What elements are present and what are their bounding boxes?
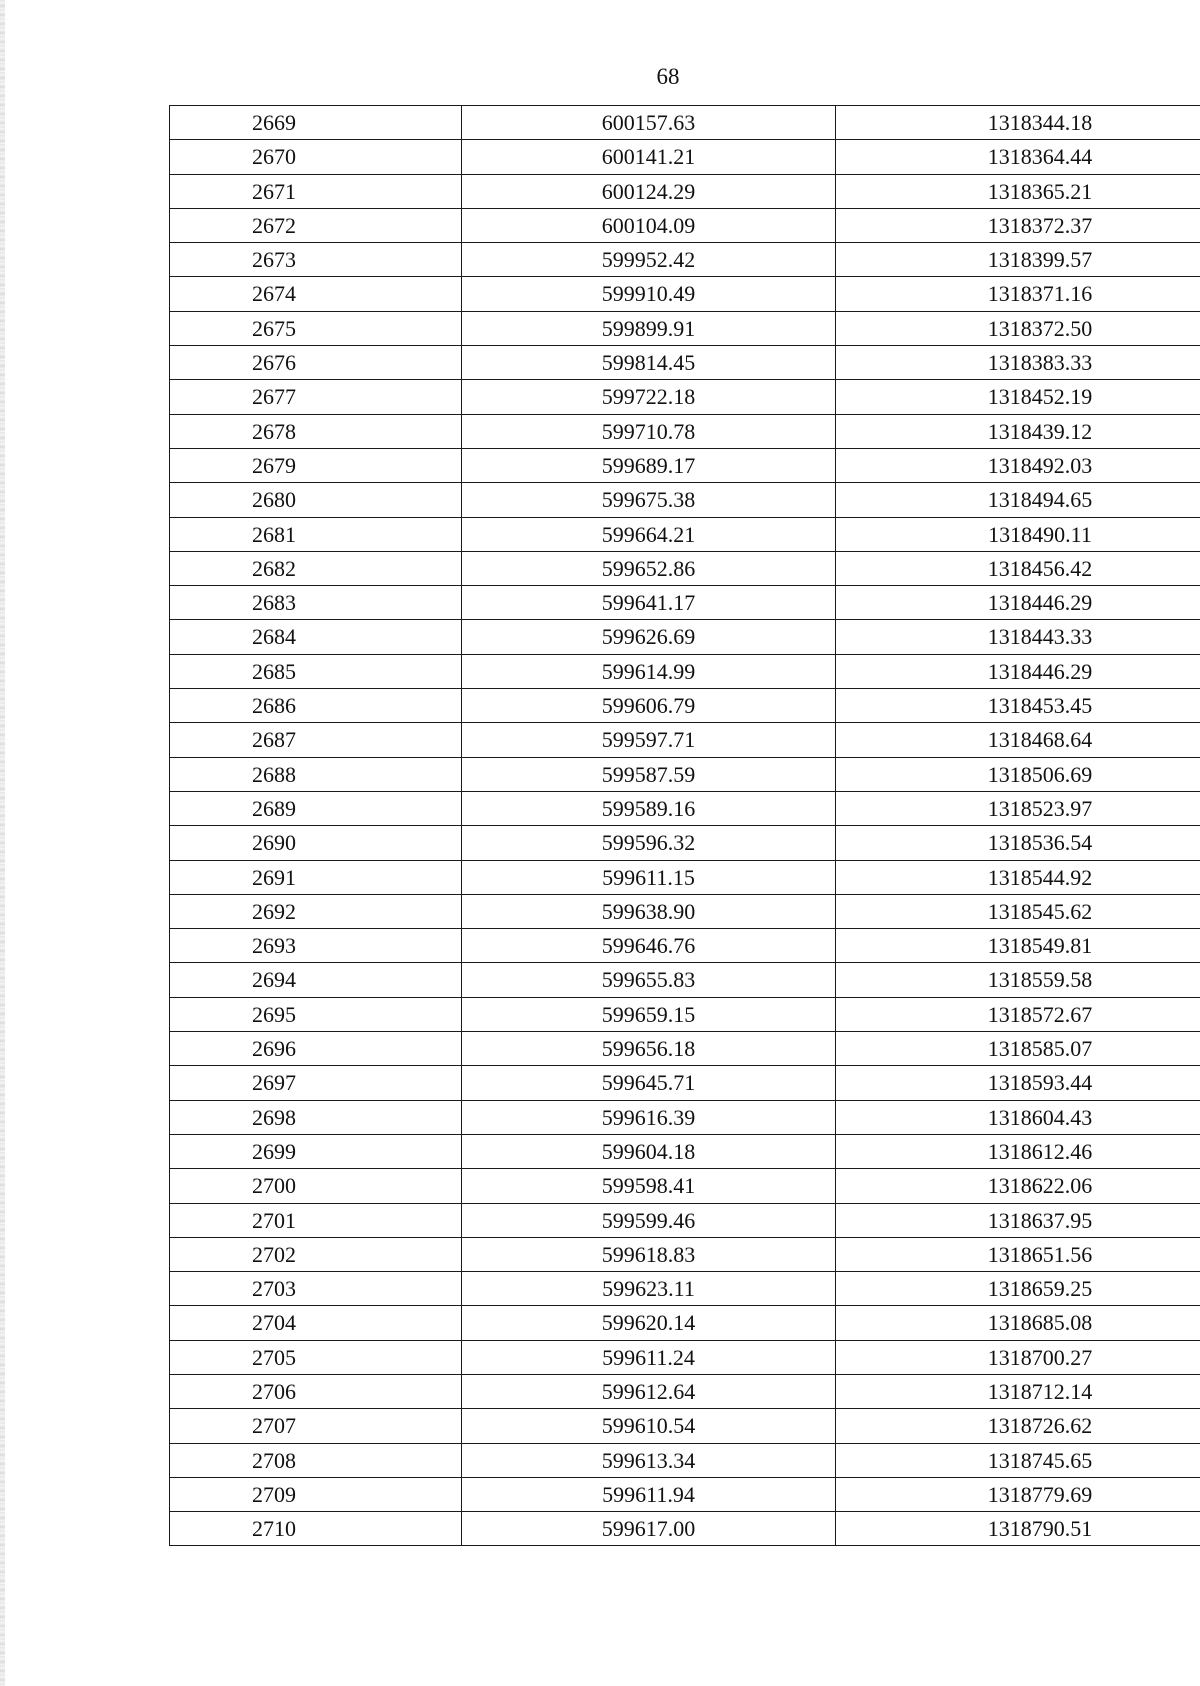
y-coordinate-cell: 1318383.33 — [836, 346, 1200, 380]
table-row — [170, 1409, 1200, 1443]
table-row — [170, 791, 1200, 825]
point-number-cell: 2679 — [170, 448, 462, 482]
point-number-cell: 2701 — [170, 1203, 462, 1237]
y-coordinate-cell: 1318544.92 — [836, 860, 1200, 894]
table-row — [170, 1477, 1200, 1511]
y-coordinate-cell: 1318372.50 — [836, 311, 1200, 345]
y-coordinate-cell: 1318439.12 — [836, 414, 1200, 448]
point-number-cell: 2705 — [170, 1340, 462, 1374]
table-row — [170, 997, 1200, 1031]
x-coordinate-cell: 599618.83 — [462, 1237, 836, 1271]
point-number-cell: 2706 — [170, 1374, 462, 1408]
x-coordinate-cell: 599722.18 — [462, 380, 836, 414]
point-number-cell: 2674 — [170, 277, 462, 311]
y-coordinate-cell: 1318372.37 — [836, 208, 1200, 242]
table-row — [170, 174, 1200, 208]
x-coordinate-cell: 599623.11 — [462, 1272, 836, 1306]
y-coordinate-cell: 1318443.33 — [836, 620, 1200, 654]
coordinate-table-body — [170, 106, 1200, 1546]
table-row — [170, 1237, 1200, 1271]
y-coordinate-cell: 1318494.65 — [836, 483, 1200, 517]
table-row — [170, 277, 1200, 311]
y-coordinate-cell: 1318700.27 — [836, 1340, 1200, 1374]
point-number-cell: 2694 — [170, 963, 462, 997]
x-coordinate-cell: 599655.83 — [462, 963, 836, 997]
x-coordinate-cell: 599689.17 — [462, 448, 836, 482]
point-number-cell: 2669 — [170, 106, 462, 140]
point-number-cell: 2684 — [170, 620, 462, 654]
point-number-cell: 2695 — [170, 997, 462, 1031]
y-coordinate-cell: 1318468.64 — [836, 723, 1200, 757]
point-number-cell: 2682 — [170, 551, 462, 585]
table-row — [170, 723, 1200, 757]
coordinate-table — [169, 105, 1200, 1546]
table-row — [170, 1443, 1200, 1477]
y-coordinate-cell: 1318492.03 — [836, 448, 1200, 482]
table-row — [170, 929, 1200, 963]
table-row — [170, 380, 1200, 414]
x-coordinate-cell: 599710.78 — [462, 414, 836, 448]
y-coordinate-cell: 1318490.11 — [836, 517, 1200, 551]
y-coordinate-cell: 1318779.69 — [836, 1477, 1200, 1511]
x-coordinate-cell: 600157.63 — [462, 106, 836, 140]
y-coordinate-cell: 1318523.97 — [836, 791, 1200, 825]
y-coordinate-cell: 1318622.06 — [836, 1169, 1200, 1203]
point-number-cell: 2691 — [170, 860, 462, 894]
x-coordinate-cell: 599610.54 — [462, 1409, 836, 1443]
x-coordinate-cell: 599620.14 — [462, 1306, 836, 1340]
table-row — [170, 346, 1200, 380]
point-number-cell: 2702 — [170, 1237, 462, 1271]
x-coordinate-cell: 599675.38 — [462, 483, 836, 517]
y-coordinate-cell: 1318456.42 — [836, 551, 1200, 585]
table-row — [170, 1100, 1200, 1134]
x-coordinate-cell: 599659.15 — [462, 997, 836, 1031]
x-coordinate-cell: 599641.17 — [462, 586, 836, 620]
page-number: 68 — [656, 64, 680, 89]
x-coordinate-cell: 599652.86 — [462, 551, 836, 585]
table-row — [170, 483, 1200, 517]
point-number-cell: 2675 — [170, 311, 462, 345]
point-number-cell: 2672 — [170, 208, 462, 242]
point-number-cell: 2676 — [170, 346, 462, 380]
x-coordinate-cell: 599656.18 — [462, 1032, 836, 1066]
x-coordinate-cell: 599598.41 — [462, 1169, 836, 1203]
table-row — [170, 826, 1200, 860]
y-coordinate-cell: 1318712.14 — [836, 1374, 1200, 1408]
y-coordinate-cell: 1318659.25 — [836, 1272, 1200, 1306]
point-number-cell: 2707 — [170, 1409, 462, 1443]
y-coordinate-cell: 1318371.16 — [836, 277, 1200, 311]
y-coordinate-cell: 1318545.62 — [836, 894, 1200, 928]
x-coordinate-cell: 599614.99 — [462, 654, 836, 688]
point-number-cell: 2692 — [170, 894, 462, 928]
point-number-cell: 2709 — [170, 1477, 462, 1511]
y-coordinate-cell: 1318637.95 — [836, 1203, 1200, 1237]
x-coordinate-cell: 599587.59 — [462, 757, 836, 791]
table-row — [170, 586, 1200, 620]
y-coordinate-cell: 1318506.69 — [836, 757, 1200, 791]
table-row — [170, 963, 1200, 997]
table-row — [170, 654, 1200, 688]
point-number-cell: 2703 — [170, 1272, 462, 1306]
y-coordinate-cell: 1318399.57 — [836, 243, 1200, 277]
x-coordinate-cell: 599638.90 — [462, 894, 836, 928]
y-coordinate-cell: 1318585.07 — [836, 1032, 1200, 1066]
y-coordinate-cell: 1318364.44 — [836, 140, 1200, 174]
x-coordinate-cell: 599613.34 — [462, 1443, 836, 1477]
table-row — [170, 414, 1200, 448]
x-coordinate-cell: 599952.42 — [462, 243, 836, 277]
x-coordinate-cell: 599664.21 — [462, 517, 836, 551]
x-coordinate-cell: 600141.21 — [462, 140, 836, 174]
y-coordinate-cell: 1318790.51 — [836, 1512, 1200, 1546]
x-coordinate-cell: 599597.71 — [462, 723, 836, 757]
point-number-cell: 2673 — [170, 243, 462, 277]
y-coordinate-cell: 1318651.56 — [836, 1237, 1200, 1271]
y-coordinate-cell: 1318745.65 — [836, 1443, 1200, 1477]
point-number-cell: 2697 — [170, 1066, 462, 1100]
x-coordinate-cell: 599596.32 — [462, 826, 836, 860]
point-number-cell: 2686 — [170, 689, 462, 723]
table-row — [170, 517, 1200, 551]
x-coordinate-cell: 599814.45 — [462, 346, 836, 380]
y-coordinate-cell: 1318612.46 — [836, 1134, 1200, 1168]
x-coordinate-cell: 599626.69 — [462, 620, 836, 654]
point-number-cell: 2699 — [170, 1134, 462, 1168]
y-coordinate-cell: 1318446.29 — [836, 586, 1200, 620]
table-row — [170, 1066, 1200, 1100]
table-row — [170, 243, 1200, 277]
point-number-cell: 2678 — [170, 414, 462, 448]
point-number-cell: 2698 — [170, 1100, 462, 1134]
point-number-cell: 2681 — [170, 517, 462, 551]
table-row — [170, 311, 1200, 345]
point-number-cell: 2708 — [170, 1443, 462, 1477]
y-coordinate-cell: 1318453.45 — [836, 689, 1200, 723]
x-coordinate-cell: 599612.64 — [462, 1374, 836, 1408]
table-row — [170, 1272, 1200, 1306]
y-coordinate-cell: 1318572.67 — [836, 997, 1200, 1031]
y-coordinate-cell: 1318344.18 — [836, 106, 1200, 140]
point-number-cell: 2689 — [170, 791, 462, 825]
x-coordinate-cell: 599611.15 — [462, 860, 836, 894]
point-number-cell: 2688 — [170, 757, 462, 791]
x-coordinate-cell: 599617.00 — [462, 1512, 836, 1546]
table-row — [170, 1169, 1200, 1203]
table-row — [170, 689, 1200, 723]
point-number-cell: 2680 — [170, 483, 462, 517]
table-row — [170, 620, 1200, 654]
table-row — [170, 448, 1200, 482]
y-coordinate-cell: 1318685.08 — [836, 1306, 1200, 1340]
table-row — [170, 1306, 1200, 1340]
x-coordinate-cell: 599646.76 — [462, 929, 836, 963]
point-number-cell: 2704 — [170, 1306, 462, 1340]
table-row — [170, 894, 1200, 928]
table-row — [170, 757, 1200, 791]
x-coordinate-cell: 599604.18 — [462, 1134, 836, 1168]
y-coordinate-cell: 1318549.81 — [836, 929, 1200, 963]
x-coordinate-cell: 599910.49 — [462, 277, 836, 311]
point-number-cell: 2690 — [170, 826, 462, 860]
x-coordinate-cell: 600104.09 — [462, 208, 836, 242]
point-number-cell: 2670 — [170, 140, 462, 174]
y-coordinate-cell: 1318593.44 — [836, 1066, 1200, 1100]
y-coordinate-cell: 1318604.43 — [836, 1100, 1200, 1134]
table-row — [170, 140, 1200, 174]
point-number-cell: 2685 — [170, 654, 462, 688]
y-coordinate-cell: 1318446.29 — [836, 654, 1200, 688]
y-coordinate-cell: 1318452.19 — [836, 380, 1200, 414]
x-coordinate-cell: 599599.46 — [462, 1203, 836, 1237]
table-row — [170, 1374, 1200, 1408]
x-coordinate-cell: 599616.39 — [462, 1100, 836, 1134]
table-row — [170, 1032, 1200, 1066]
y-coordinate-cell: 1318365.21 — [836, 174, 1200, 208]
point-number-cell: 2677 — [170, 380, 462, 414]
table-row — [170, 1512, 1200, 1546]
x-coordinate-cell: 599606.79 — [462, 689, 836, 723]
point-number-cell: 2687 — [170, 723, 462, 757]
point-number-cell: 2671 — [170, 174, 462, 208]
y-coordinate-cell: 1318726.62 — [836, 1409, 1200, 1443]
point-number-cell: 2693 — [170, 929, 462, 963]
point-number-cell: 2696 — [170, 1032, 462, 1066]
table-row — [170, 860, 1200, 894]
point-number-cell: 2710 — [170, 1512, 462, 1546]
x-coordinate-cell: 599589.16 — [462, 791, 836, 825]
x-coordinate-cell: 599645.71 — [462, 1066, 836, 1100]
table-row — [170, 1340, 1200, 1374]
table-row — [170, 1203, 1200, 1237]
y-coordinate-cell: 1318559.58 — [836, 963, 1200, 997]
x-coordinate-cell: 599899.91 — [462, 311, 836, 345]
y-coordinate-cell: 1318536.54 — [836, 826, 1200, 860]
table-row — [170, 1134, 1200, 1168]
table-row — [170, 551, 1200, 585]
point-number-cell: 2700 — [170, 1169, 462, 1203]
table-row — [170, 208, 1200, 242]
table-row — [170, 106, 1200, 140]
point-number-cell: 2683 — [170, 586, 462, 620]
x-coordinate-cell: 600124.29 — [462, 174, 836, 208]
x-coordinate-cell: 599611.94 — [462, 1477, 836, 1511]
x-coordinate-cell: 599611.24 — [462, 1340, 836, 1374]
scan-edge — [0, 0, 5, 1686]
